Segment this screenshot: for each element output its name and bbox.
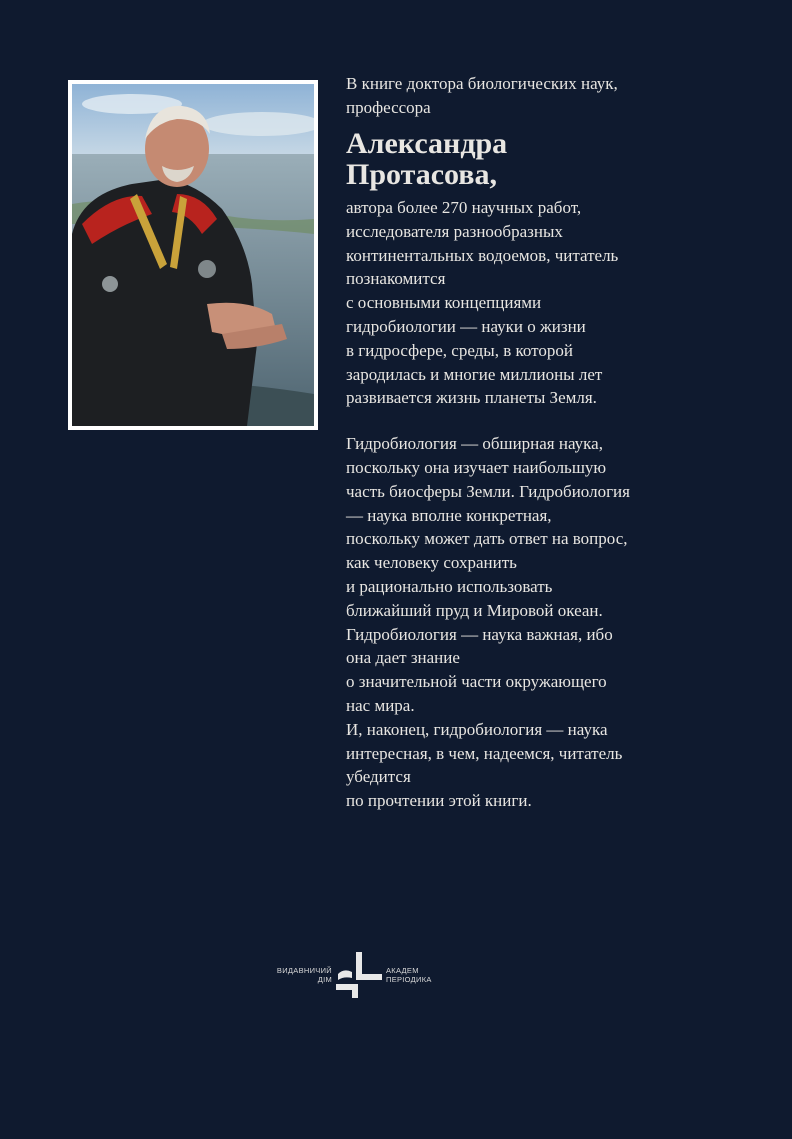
author-photo (68, 80, 318, 430)
intro-line-1: В книге доктора биологических наук, (346, 74, 618, 93)
paragraph-line: автора более 270 научных работ, (346, 198, 582, 217)
paragraph-line: гидробиологии — науки о жизни (346, 316, 586, 336)
publisher-logo (262, 950, 462, 1000)
paragraph-line: познакомится (346, 269, 446, 289)
paragraph-line: Гидробиология — наука важная, ибо (346, 624, 613, 644)
intro-text (346, 72, 766, 120)
paragraph-line: о значительной части окружающего (346, 672, 607, 692)
publisher-left-line-2: ДІМ (317, 975, 332, 984)
publisher-emblem-icon (334, 950, 384, 1000)
paragraph-author-works (346, 196, 766, 410)
paragraph-line: по прочтении этой книги. (346, 791, 532, 811)
paragraph-line: континентальных водоемов, читатель (346, 245, 619, 265)
publisher-right-text (386, 966, 432, 984)
paragraph-hydrobiology (346, 432, 766, 813)
author-name (346, 128, 766, 190)
paragraph-line: ближайший пруд и Мировой океан. (346, 600, 603, 620)
author-name-line-1: Александра (346, 127, 508, 160)
description-column (346, 72, 766, 813)
paragraph-line: зародилась и многие миллионы лет (346, 364, 603, 384)
paragraph-line: как человеку сохранить (346, 553, 517, 573)
paragraph-line: поскольку она изучает наибольшую (346, 457, 607, 477)
paragraph-line: в гидросфере, среды, в которой (346, 340, 573, 360)
author-name-line-2: Протасова, (346, 158, 497, 191)
paragraph-line: — наука вполне конкретная, (346, 505, 552, 525)
paragraph-line: интересная, в чем, надеемся, читатель (346, 743, 623, 763)
publisher-left-line-1: ВИДАВНИЧИЙ (276, 966, 332, 975)
publisher-right-line-2: ПЕРІОДИКА (386, 975, 432, 984)
paragraph-line: Гидробиология — обширная наука, (346, 434, 603, 454)
intro-line-2: профессора (346, 98, 431, 117)
paragraph-line: и рационально использовать (346, 576, 553, 596)
paragraph-line: она дает знание (346, 648, 460, 668)
paragraph-line: нас мира. (346, 695, 415, 715)
paragraph-line: И, наконец, гидробиология — наука (346, 719, 608, 739)
paragraph-line: часть биосферы Земли. Гидробиология (346, 481, 630, 501)
paragraph-line: поскольку может дать ответ на вопрос, (346, 529, 628, 549)
paragraph-line: убедится (346, 767, 411, 787)
paragraph-line: развивается жизнь планеты Земля. (346, 388, 597, 408)
publisher-left-text (262, 966, 332, 984)
paragraph-line: с основными концепциями (346, 293, 542, 313)
author-photo-image (72, 84, 314, 426)
publisher-right-line-1: АКАДЕМ (386, 966, 419, 975)
paragraph-line: исследователя разнообразных (346, 221, 563, 241)
